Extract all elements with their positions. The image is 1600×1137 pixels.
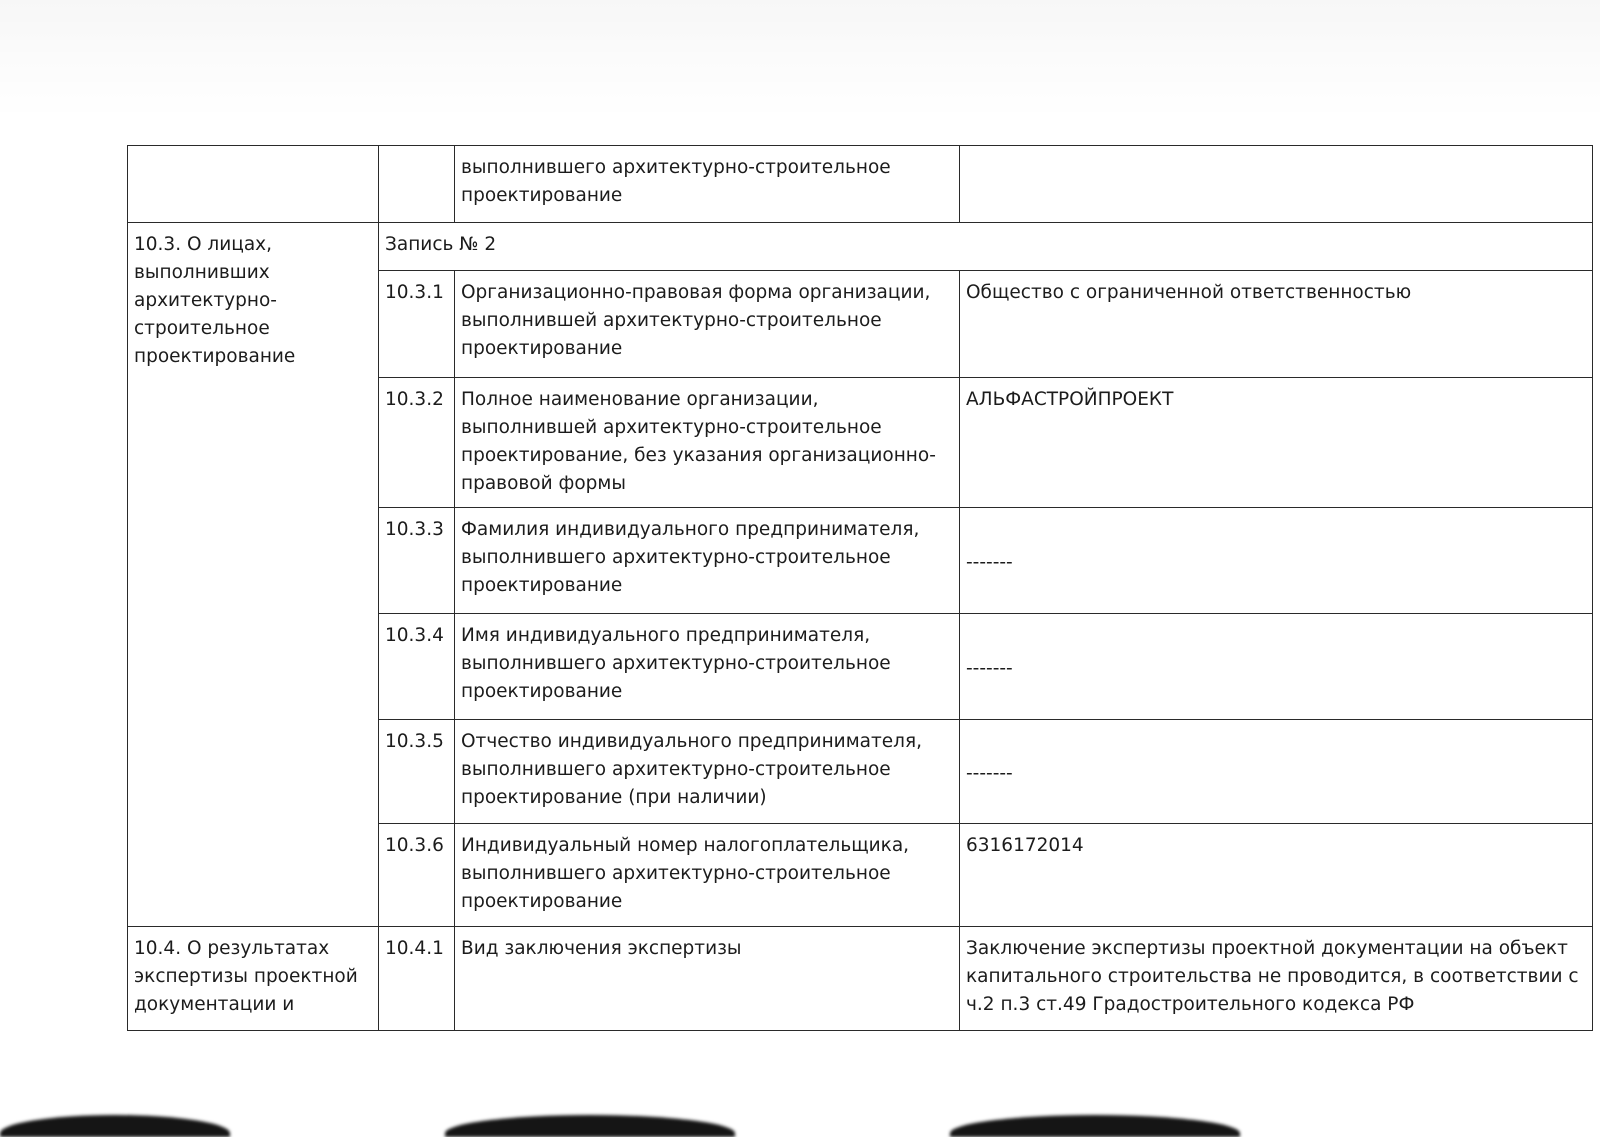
item-description: Фамилия индивидуального предпринимателя, выполнившего архитектурно-строительное проектирование: [455, 508, 960, 614]
smudge: [445, 1115, 735, 1137]
item-description: Индивидуальный номер налогоплательщика, выполнившего архитектурно-строительное проектирование: [455, 824, 960, 927]
item-description: Имя индивидуального предпринимателя, выполнившего архитектурно-строительное проектирование: [455, 614, 960, 720]
item-code: 10.3.1: [379, 271, 455, 378]
item-value: [960, 146, 1593, 223]
table-row: [128, 927, 1593, 1031]
item-code: 10.3.2: [379, 378, 455, 508]
item-code: 10.3.4: [379, 614, 455, 720]
table-row: [128, 146, 1593, 223]
item-value: -------: [960, 614, 1593, 720]
item-code: 10.4.1: [379, 927, 455, 1031]
scan-edge-smudges: [0, 1096, 1600, 1137]
document-table: [127, 145, 1593, 1031]
item-value: Заключение экспертизы проектной документации на объект капитального строительства не проводится, в соответствии с ч.2 п.3 ст.49 Градостроительного кодекса РФ: [960, 927, 1593, 1031]
item-code: 10.3.5: [379, 720, 455, 824]
item-value: 6316172014: [960, 824, 1593, 927]
item-value: -------: [960, 720, 1593, 824]
section-title-10-3: 10.3. О лицах, выполнивших архитектурно-строительное проектирование: [128, 223, 379, 927]
item-value: Общество с ограниченной ответственностью: [960, 271, 1593, 378]
record-title: Запись № 2: [379, 223, 1593, 271]
item-code: [379, 146, 455, 223]
item-description: Организационно-правовая форма организации, выполнившей архитектурно-строительное проектирование: [455, 271, 960, 378]
scan-top-shading: [0, 0, 1600, 120]
item-value: АЛЬФАСТРОЙПРОЕКТ: [960, 378, 1593, 508]
section-title-10-4: 10.4. О результатах экспертизы проектной документации и: [128, 927, 379, 1031]
item-description: Отчество индивидуального предпринимателя, выполнившего архитектурно-строительное проектирование (при наличии): [455, 720, 960, 824]
item-description: Вид заключения экспертизы: [455, 927, 960, 1031]
item-code: 10.3.6: [379, 824, 455, 927]
item-description: Полное наименование организации, выполнившей архитектурно-строительное проектирование, без указания организационно-правовой формы: [455, 378, 960, 508]
item-description: выполнившего архитектурно-строительное проектирование: [455, 146, 960, 223]
smudge: [950, 1115, 1240, 1137]
item-code: 10.3.3: [379, 508, 455, 614]
table-row: [128, 223, 1593, 271]
smudge: [0, 1115, 230, 1137]
item-value: -------: [960, 508, 1593, 614]
section-cell: [128, 146, 379, 223]
